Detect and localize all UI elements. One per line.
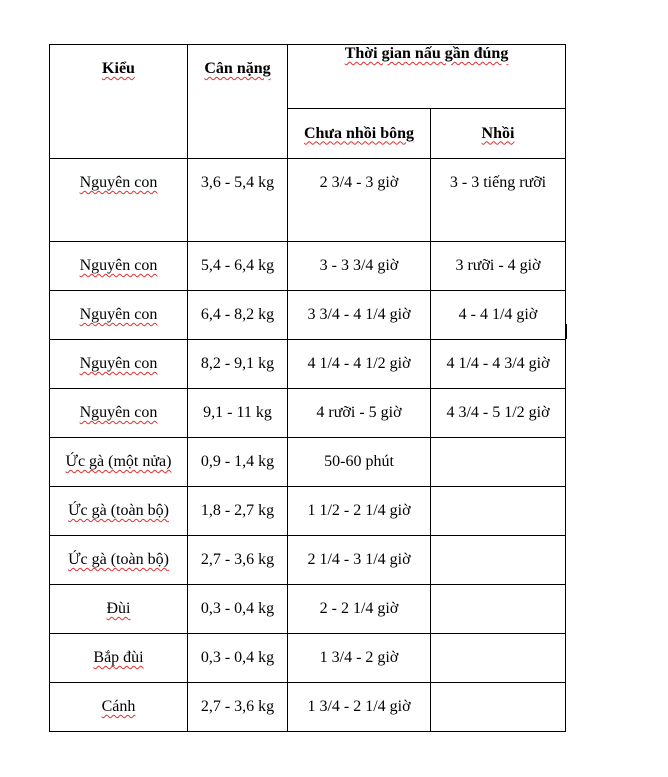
header-weight[interactable]: Cân nặng [188,45,288,159]
cell-stuffed[interactable] [431,634,566,683]
cell-weight[interactable]: 0,3 - 0,4 kg [188,634,288,683]
cell-stuffed[interactable]: 4 - 4 1/4 giờ [431,291,566,340]
cell-weight[interactable]: 0,3 - 0,4 kg [188,585,288,634]
cell-stuffed[interactable]: 3 rưỡi - 4 giờ [431,242,566,291]
cell-weight[interactable]: 6,4 - 8,2 kg [188,291,288,340]
table-row [50,634,566,683]
header-stuffed[interactable]: Nhồi [431,109,566,159]
cell-type[interactable]: Ức gà (một nửa) [50,438,188,487]
cell-unstuffed[interactable]: 3 - 3 3/4 giờ [288,242,431,291]
cell-type[interactable]: Nguyên con [50,340,188,389]
header-time-group[interactable]: Thời gian nấu gần đúng [288,45,566,109]
cell-stuffed[interactable] [431,438,566,487]
cell-stuffed[interactable] [431,585,566,634]
cell-type[interactable]: Nguyên con [50,159,188,242]
cell-unstuffed[interactable]: 2 1/4 - 3 1/4 giờ [288,536,431,585]
cell-unstuffed[interactable]: 4 rưỡi - 5 giờ [288,389,431,438]
cell-weight[interactable]: 5,4 - 6,4 kg [188,242,288,291]
cell-stuffed[interactable] [431,536,566,585]
cooking-time-table [49,44,566,732]
cell-weight[interactable]: 0,9 - 1,4 kg [188,438,288,487]
cell-type[interactable]: Nguyên con [50,242,188,291]
cell-unstuffed[interactable]: 2 3/4 - 3 giờ [288,159,431,242]
cell-type[interactable]: Ức gà (toàn bộ) [50,536,188,585]
table-row [50,585,566,634]
cell-type[interactable]: Nguyên con [50,389,188,438]
cell-weight[interactable]: 1,8 - 2,7 kg [188,487,288,536]
cell-stuffed[interactable]: 3 - 3 tiếng rưỡi [431,159,566,242]
cell-weight[interactable]: 2,7 - 3,6 kg [188,683,288,732]
cell-stuffed[interactable]: 4 1/4 - 4 3/4 giờ [431,340,566,389]
header-type[interactable]: Kiểu [50,45,188,159]
cell-stuffed[interactable]: 4 3/4 - 5 1/2 giờ [431,389,566,438]
table-row [50,389,566,438]
table-row [50,683,566,732]
cell-unstuffed[interactable]: 1 3/4 - 2 giờ [288,634,431,683]
cell-type[interactable]: Nguyên con [50,291,188,340]
cell-unstuffed[interactable]: 3 3/4 - 4 1/4 giờ [288,291,431,340]
cell-unstuffed[interactable]: 1 1/2 - 2 1/4 giờ [288,487,431,536]
cell-weight[interactable]: 3,6 - 5,4 kg [188,159,288,242]
cell-unstuffed[interactable]: 1 3/4 - 2 1/4 giờ [288,683,431,732]
cell-unstuffed[interactable]: 2 - 2 1/4 giờ [288,585,431,634]
header-row [50,45,566,109]
cell-type[interactable]: Cánh [50,683,188,732]
cell-stuffed[interactable] [431,683,566,732]
table-row [50,487,566,536]
header-unstuffed[interactable]: Chưa nhồi bông [288,109,431,159]
table-row [50,159,566,242]
cell-stuffed[interactable] [431,487,566,536]
cell-unstuffed[interactable]: 4 1/4 - 4 1/2 giờ [288,340,431,389]
cell-weight[interactable]: 9,1 - 11 kg [188,389,288,438]
cell-unstuffed[interactable]: 50-60 phút [288,438,431,487]
cell-type[interactable]: Bắp đùi [50,634,188,683]
table-row [50,340,566,389]
cell-weight[interactable]: 2,7 - 3,6 kg [188,536,288,585]
table-row [50,536,566,585]
table-row [50,242,566,291]
cell-type[interactable]: Đùi [50,585,188,634]
table-row [50,438,566,487]
cell-type[interactable]: Ức gà (toàn bộ) [50,487,188,536]
cell-weight[interactable]: 8,2 - 9,1 kg [188,340,288,389]
text-cursor [565,324,567,339]
table-row [50,291,566,340]
